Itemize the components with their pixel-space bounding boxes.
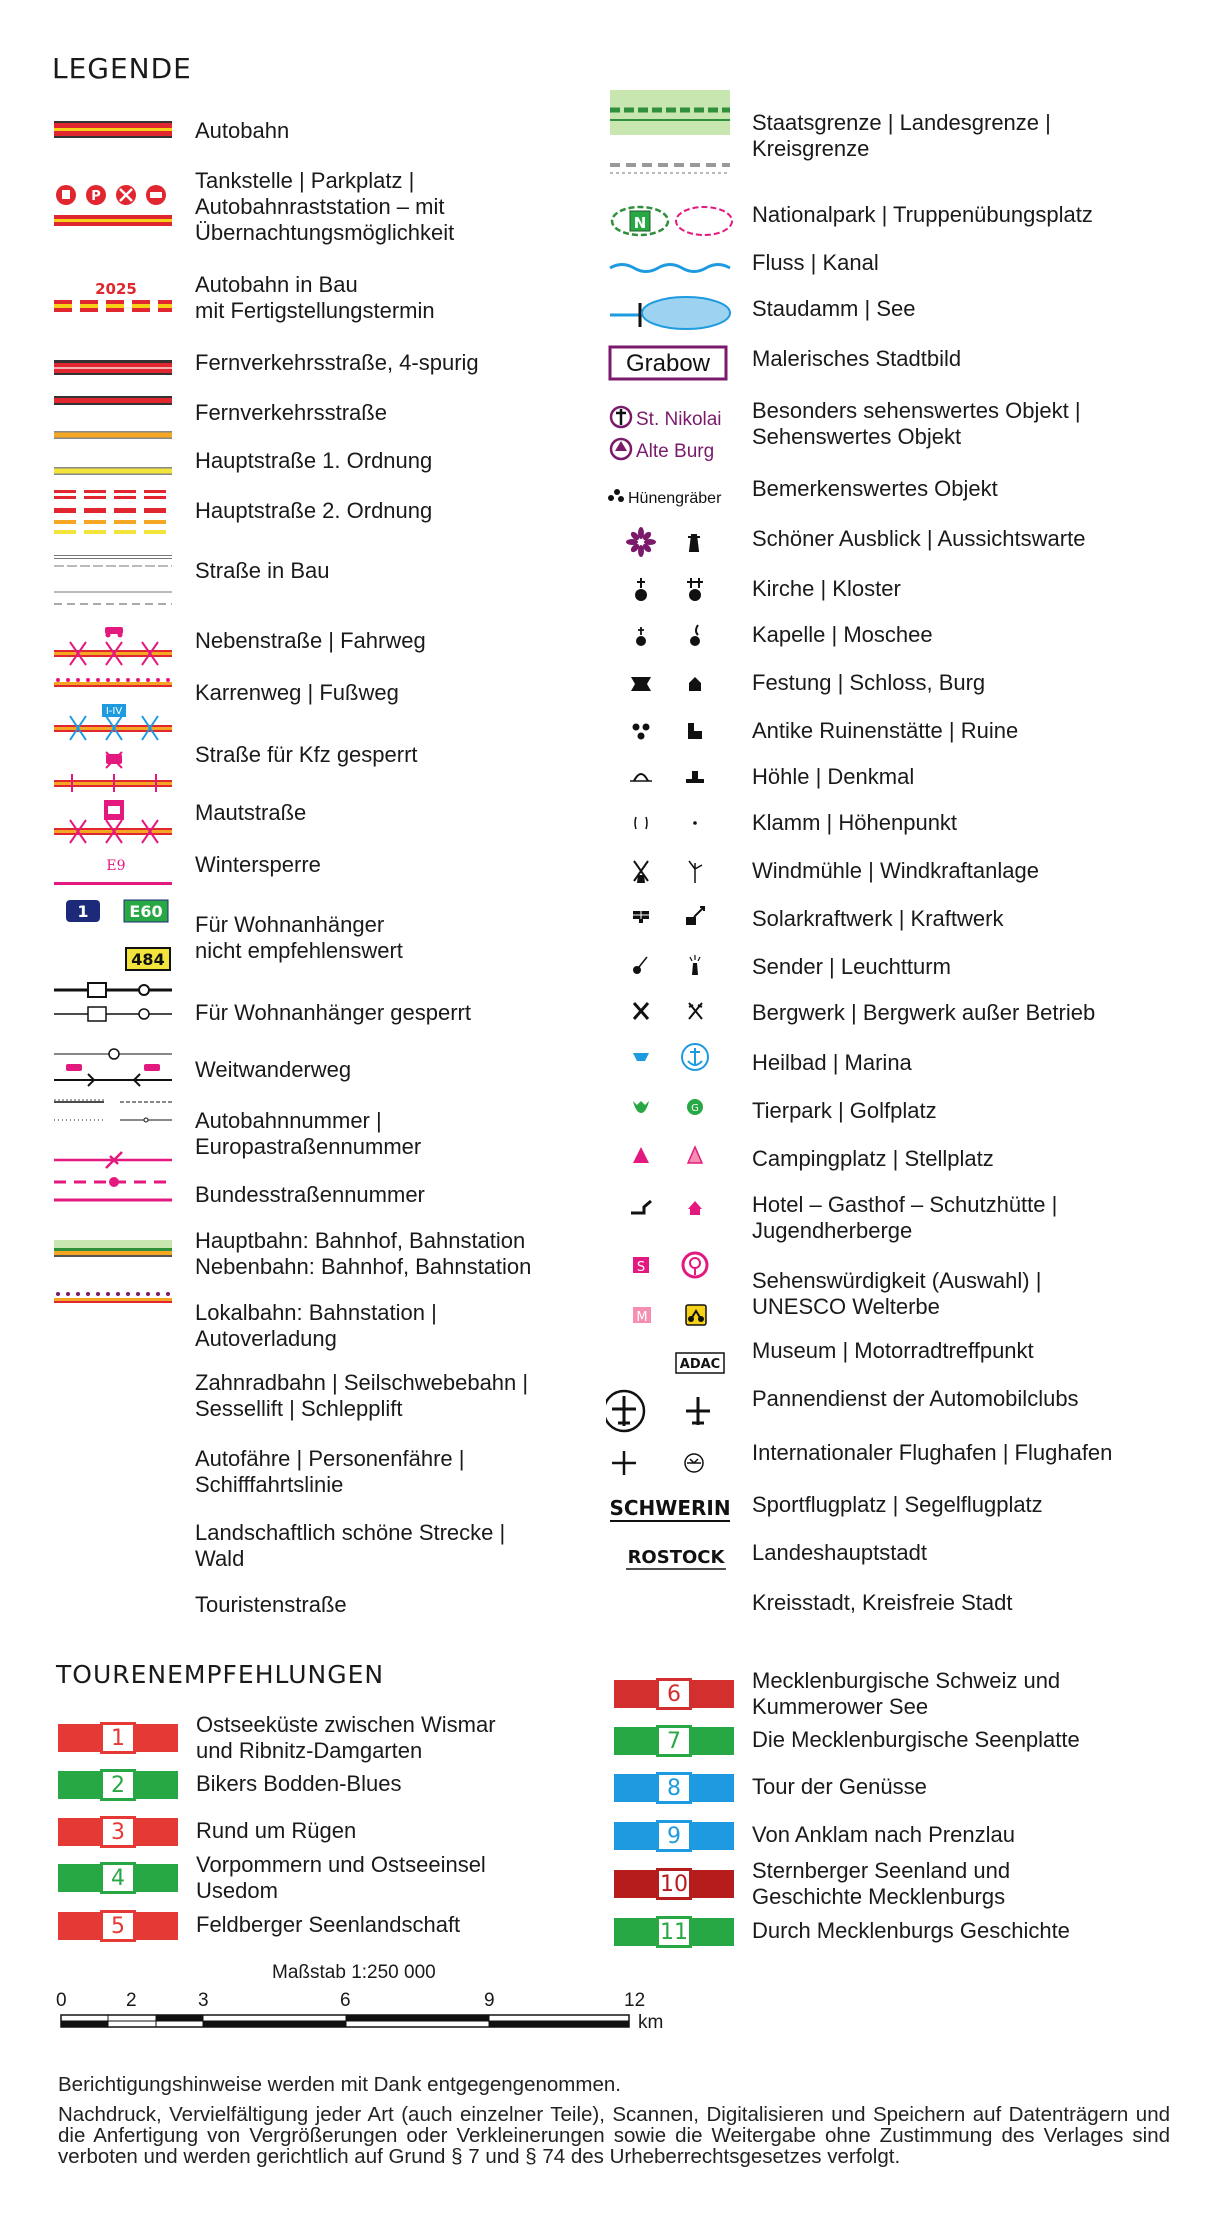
- right-legend-item-label: Museum | Motorradtreffpunkt: [752, 1338, 1034, 1363]
- scale-tick: 3: [198, 1990, 209, 2011]
- lokalbahn-symbol: [54, 1049, 172, 1086]
- footer-copyright: Nachdruck, Vervielfältigung jeder Art (auch einzelner Teile), Scannen, Digitalisieren und Speichern auf Datenträgern und die Anfertigung von Vergrößerungen oder Verkleinerungen sowie die Weitergabe ohne Zustimmung des Verlages sind verboten und werden gerichtlich auf Grund § 7 und § 74 des Urheberrechtsgesetzes verfolgt.: [58, 2103, 1170, 2168]
- right-legend-item-label: Klamm | Höhenpunkt: [752, 810, 958, 835]
- right-legend-item-label: Sportflugplatz | Segelflugplatz: [752, 1492, 1043, 1517]
- tour-label: Mecklenburgische Schweiz und Kummerower See: [752, 1668, 1061, 1719]
- autobahn-num-label: 1: [77, 902, 89, 921]
- kirche-symbol: [635, 578, 703, 601]
- flughafen-symbol: [606, 1391, 710, 1431]
- heilbad-symbol: [633, 1044, 708, 1070]
- hauptstrasse2-symbol: [54, 467, 172, 475]
- left-legend-item-label: Straße in Bau: [195, 558, 330, 583]
- winter-label: I-IV: [105, 706, 123, 717]
- left-legend-item-label: Mautstraße: [195, 800, 307, 825]
- footer-note: Berichtigungshinweise werden mit Dank entgegengenommen.: [58, 2073, 621, 2096]
- tour-badge: [58, 1818, 178, 1846]
- tour-number: 1: [100, 1722, 136, 1754]
- schwerin-label: SCHWERIN: [609, 1496, 731, 1520]
- tour-number: 3: [100, 1816, 136, 1848]
- right-legend-item-label: Tierpark | Golfplatz: [752, 1098, 937, 1123]
- weitwanderweg-symbol: [54, 858, 172, 885]
- tour-label: Bikers Bodden-Blues: [196, 1771, 402, 1796]
- left-legend-item-label: Hauptstraße 2. Ordnung: [195, 498, 433, 523]
- wintersperre-symbol: [54, 704, 172, 740]
- tour-badge: [58, 1771, 178, 1799]
- adac-symbol: [676, 1353, 724, 1373]
- left-legend-item-label: Weitwanderweg: [195, 1057, 352, 1082]
- strasse-bau-symbol: [54, 490, 166, 534]
- tour-number: 11: [656, 1916, 692, 1948]
- tierpark-symbol: [633, 1099, 703, 1115]
- year-label: 2025: [95, 280, 137, 298]
- right-legend-item-label: Hotel – Gasthof – Schutzhütte | Jugendherberge: [752, 1192, 1058, 1243]
- right-legend-item-label: Kirche | Kloster: [752, 576, 901, 601]
- scale-tick: 2: [126, 1990, 137, 2011]
- left-legend-item-label: Autobahn in Bau mit Fertigstellungstermin: [195, 272, 435, 323]
- museum-symbol: [633, 1305, 706, 1325]
- right-legend-item-label: Pannendienst der Automobilclubs: [752, 1386, 1079, 1411]
- huenen-label: Hünengräber: [628, 490, 722, 507]
- right-symbols: [606, 85, 756, 1665]
- euro-num-label: E60: [129, 902, 163, 921]
- scale-tick: 12: [624, 1990, 646, 2011]
- right-legend-item-label: Kreisstadt, Kreisfreie Stadt: [752, 1590, 1013, 1615]
- tour-badge: [58, 1864, 178, 1892]
- right-legend-item-label: Antike Ruinenstätte | Ruine: [752, 718, 1019, 743]
- tours-title: TOURENEMPFEHLUNGEN: [56, 1660, 385, 1689]
- klamm-symbol: [635, 817, 697, 829]
- left-legend-item-label: Autobahn: [195, 118, 290, 143]
- right-legend-item-label: Sehenswürdigkeit (Auswahl) | UNESCO Welterbe: [752, 1268, 1042, 1319]
- hauptstrasse1-symbol: [54, 431, 172, 439]
- schoene-strecke-symbol: [54, 1240, 172, 1257]
- wohnanhaenger-nicht-symbol: [54, 752, 172, 792]
- left-legend-item-label: Hauptbahn: Bahnhof, Bahnstation Nebenbahn: Bahnhof, Bahnstation: [195, 1228, 532, 1279]
- tour-number: 9: [656, 1820, 692, 1852]
- karrenweg-symbol: [54, 592, 172, 604]
- right-legend-item-label: Malerisches Stadtbild: [752, 346, 962, 371]
- right-legend-item-label: Besonders sehenswertes Objekt | Sehenswertes Objekt: [752, 398, 1081, 449]
- hoehle-symbol: [630, 771, 704, 783]
- touristenstrasse-symbol: [54, 1292, 172, 1303]
- left-legend-item-label: Wintersperre: [195, 852, 321, 877]
- autobahnnummer-symbol: [66, 900, 168, 922]
- grabow-symbol: [610, 347, 726, 379]
- tankstelle-symbol: [54, 185, 172, 226]
- tour-label: Durch Mecklenburgs Geschichte: [752, 1918, 1070, 1943]
- left-legend-item-label: Tankstelle | Parkplatz | Autobahnraststation – mit Übernachtungsmöglichkeit: [195, 168, 455, 245]
- bemerkenswert-symbol: [608, 489, 722, 507]
- hotel-symbol: [631, 1201, 702, 1215]
- tour-number: 4: [100, 1862, 136, 1894]
- sight-label: S: [636, 1260, 646, 1275]
- right-legend-item-label: Staudamm | See: [752, 296, 916, 321]
- svg-text:G: G: [691, 1103, 699, 1114]
- right-legend-item-label: Landeshauptstadt: [752, 1540, 927, 1565]
- tour-label: Von Anklam nach Prenzlau: [752, 1822, 1015, 1847]
- autobahn-bau-symbol: [54, 280, 172, 312]
- left-legend-item-label: Für Wohnanhänger nicht empfehlenswert: [195, 912, 403, 963]
- nebenstrasse-symbol: [54, 555, 172, 566]
- left-legend-item-label: Straße für Kfz gesperrt: [195, 742, 418, 767]
- nikolai-label: St. Nikolai: [636, 409, 722, 430]
- scale-unit: km: [638, 2012, 664, 2033]
- left-legend-item-label: Zahnradbahn | Seilschwebebahn | Sessellift | Schlepplift: [195, 1370, 529, 1421]
- sight-symbol: [633, 1253, 707, 1277]
- left-legend-item-label: Fernverkehrsstraße: [195, 400, 387, 425]
- sehenswert-symbol: [611, 407, 722, 462]
- staudamm-symbol: [610, 297, 730, 329]
- tour-number: 2: [100, 1769, 136, 1801]
- right-legend-item-label: Heilbad | Marina: [752, 1050, 912, 1075]
- festung-symbol: [631, 677, 701, 691]
- tour-number: 5: [100, 1910, 136, 1942]
- fernverkehr4-symbol: [54, 360, 172, 375]
- left-legend-item-label: Bundesstraßennummer: [195, 1182, 425, 1207]
- bergwerk-symbol: [634, 1003, 702, 1019]
- solar-symbol: [633, 907, 704, 925]
- svg-text:P: P: [91, 189, 101, 204]
- tour-badge: [614, 1727, 734, 1755]
- ausblick-symbol: [626, 527, 700, 557]
- rostock-symbol: [626, 1547, 726, 1569]
- right-legend-item-label: Staatsgrenze | Landesgrenze | Kreisgrenze: [752, 110, 1051, 161]
- tour-badge: [58, 1724, 178, 1752]
- camping-symbol: [633, 1147, 702, 1163]
- scale-tick: 0: [56, 1990, 67, 2011]
- left-legend-item-label: Lokalbahn: Bahnstation | Autoverladung: [195, 1300, 437, 1351]
- national-label: N: [633, 214, 647, 232]
- tour-label: Tour der Genüsse: [752, 1774, 927, 1799]
- adac-label: ADAC: [679, 1357, 721, 1372]
- right-legend-item-label: Schöner Ausblick | Aussichtswarte: [752, 526, 1086, 551]
- tour-number: 10: [656, 1868, 692, 1900]
- right-legend-item-label: Bemerkenswertes Objekt: [752, 476, 998, 501]
- scale-title: Maßstab 1:250 000: [272, 1962, 436, 1983]
- e9-label: E9: [106, 858, 126, 874]
- left-legend-item-label: Fernverkehrsstraße, 4-spurig: [195, 350, 479, 375]
- bundes-num-label: 484: [131, 950, 165, 969]
- tour-label: Vorpommern und Ostseeinsel Usedom: [196, 1852, 486, 1903]
- right-legend-item-label: Kapelle | Moschee: [752, 622, 933, 647]
- hauptbahn-symbol: [54, 983, 172, 1021]
- right-legend-item-label: Campingplatz | Stellplatz: [752, 1146, 994, 1171]
- bundesnummer-symbol: [126, 948, 170, 970]
- tour-label: Rund um Rügen: [196, 1818, 357, 1843]
- left-legend-item-label: Autobahnnummer | Europastraßennummer: [195, 1108, 422, 1159]
- left-legend-item-label: Für Wohnanhänger gesperrt: [195, 1000, 471, 1025]
- right-legend-item-label: Höhle | Denkmal: [752, 764, 915, 789]
- tour-badge: [614, 1870, 734, 1898]
- left-legend-item-label: Hauptstraße 1. Ordnung: [195, 448, 433, 473]
- right-legend-item-label: Solarkraftwerk | Kraftwerk: [752, 906, 1004, 931]
- legend-title: LEGENDE: [52, 52, 192, 85]
- tour-label: Die Mecklenburgische Seenplatte: [752, 1727, 1080, 1752]
- ruine-symbol: [633, 723, 703, 740]
- nationalpark-symbol: [612, 207, 732, 235]
- left-legend-item-label: Landschaftlich schöne Strecke | Wald: [195, 1520, 506, 1571]
- zahnradbahn-symbol: [54, 1100, 172, 1122]
- scale-tick: 9: [484, 1990, 495, 2011]
- tour-label: Feldberger Seenlandschaft: [196, 1912, 461, 1937]
- right-legend-item-label: Sender | Leuchtturm: [752, 954, 951, 979]
- kapelle-symbol: [636, 625, 700, 646]
- tour-number: 7: [656, 1725, 692, 1757]
- faehre-symbol: [54, 1152, 172, 1200]
- sender-symbol: [633, 955, 700, 975]
- left-legend-item-label: Karrenweg | Fußweg: [195, 680, 399, 705]
- right-legend-item-label: Nationalpark | Truppenübungsplatz: [752, 202, 1093, 227]
- tour-label: Ostseeküste zwischen Wismar und Ribnitz-Damgarten: [196, 1712, 496, 1763]
- sportflug-symbol: [612, 1451, 703, 1475]
- tour-badge: [614, 1774, 734, 1802]
- right-legend-item-label: Windmühle | Windkraftanlage: [752, 858, 1039, 883]
- tour-number: 6: [656, 1678, 692, 1710]
- tour-badge: [614, 1680, 734, 1708]
- tour-number: 8: [656, 1772, 692, 1804]
- tour-badge: [614, 1918, 734, 1946]
- fernverkehr-symbol: [54, 396, 172, 405]
- wohnanhaenger-gesperrt-symbol: [54, 800, 172, 843]
- mautstrasse-symbol: [54, 678, 172, 687]
- fluss-symbol: [610, 265, 730, 272]
- right-legend-item-label: Internationaler Flughafen | Flughafen: [752, 1440, 1113, 1465]
- schwerin-symbol: [609, 1496, 730, 1521]
- museum-label: M: [636, 1310, 648, 1325]
- grabow-label: Grabow: [625, 350, 711, 377]
- left-legend-item-label: Autofähre | Personenfähre | Schifffahrtslinie: [195, 1446, 465, 1497]
- rostock-label: ROSTOCK: [627, 1547, 725, 1568]
- autobahn-symbol: [54, 121, 172, 138]
- left-legend-item-label: Touristenstraße: [195, 1592, 347, 1617]
- tour-badge: [614, 1822, 734, 1850]
- right-legend-item-label: Fluss | Kanal: [752, 250, 879, 275]
- tour-label: Sternberger Seenland und Geschichte Mecklenburgs: [752, 1858, 1011, 1909]
- right-legend-item-label: Festung | Schloss, Burg: [752, 670, 986, 695]
- burg-label: Alte Burg: [636, 441, 715, 462]
- left-legend-item-label: Nebenstraße | Fahrweg: [195, 628, 426, 653]
- tour-badge: [58, 1912, 178, 1940]
- right-legend-item-label: Bergwerk | Bergwerk außer Betrieb: [752, 1000, 1096, 1025]
- scale-tick: 6: [340, 1990, 351, 2011]
- scale-bar: [60, 2014, 660, 2038]
- windmuehle-symbol: [634, 861, 702, 883]
- staatsgrenze-symbol: [610, 90, 730, 173]
